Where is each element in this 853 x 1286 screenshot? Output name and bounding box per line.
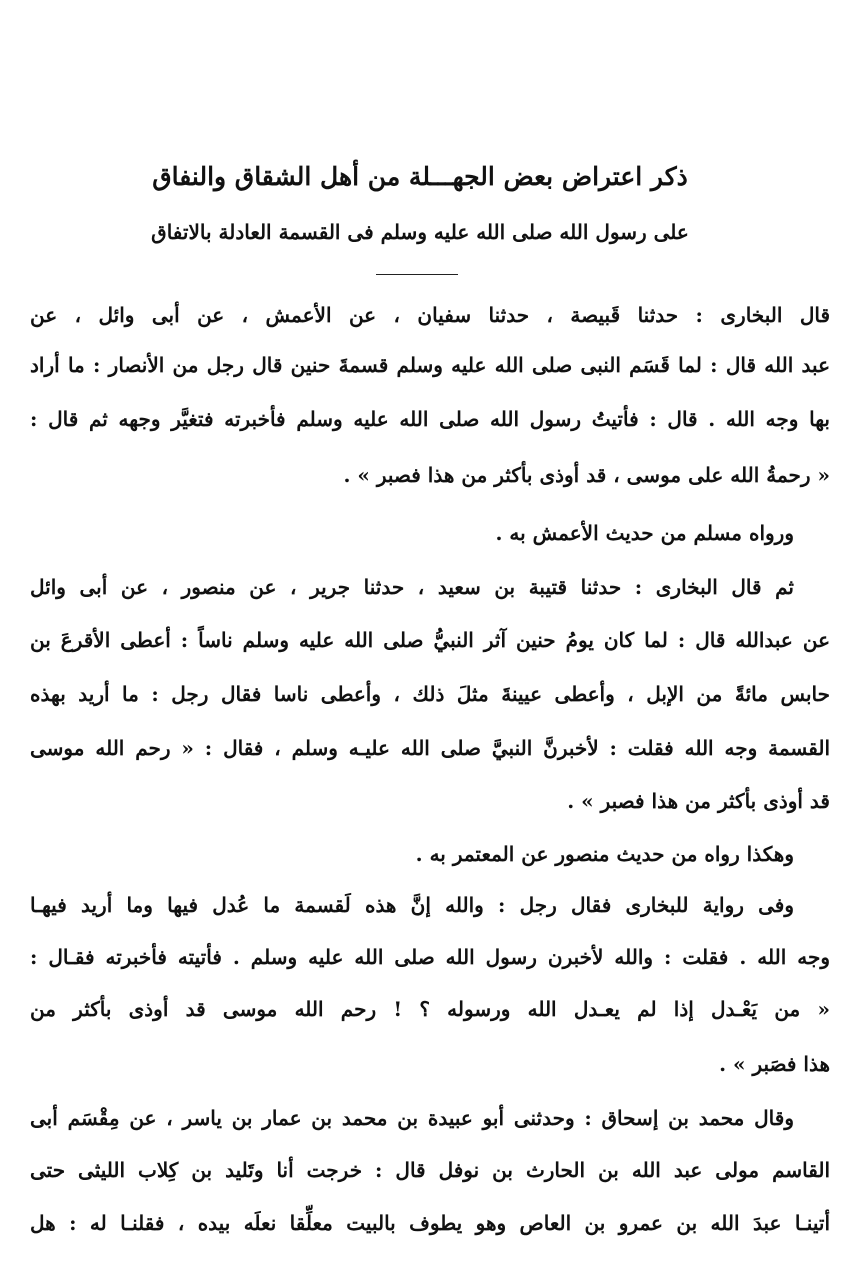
text-line-16: وقال محمد بن إسحاق : وحدثنى أبو عبيدة بن محمد بن عمار بن ياسر ، عن مِقْسَم أبى (30, 1106, 794, 1130)
text-line-10: قد أوذى بأكثر من هذا فصبر » . (567, 789, 830, 813)
chapter-subtitle: على رسول الله صلى الله عليه وسلم فى القسمة العادلة بالاتفاق (151, 220, 689, 244)
text-line-8: حابس مائةً من الإبل ، وأعطى عيينةَ مثلَ ذلك ، وأعطى ناسا فقال رجل : ما أريد بهذه (30, 682, 830, 706)
text-line-9: القسمة وجه الله فقلت : لأخبرنَّ النبيَّ صلى الله عليـه وسلم ، فقال : « رحم الله موسى (30, 736, 830, 760)
chapter-title: ذكر اعتراض بعض الجهـــلة من أهل الشقاق والنفاق (152, 162, 688, 191)
text-line-11: وهكذا رواه من حديث منصور عن المعتمر به . (415, 842, 794, 866)
text-line-1: قال البخارى : حدثنا قَبيصة ، حدثنا سفيان ، عن الأعمش ، عن أبى وائل ، عن (30, 303, 830, 327)
text-line-18: أتينـا عبدَ الله بن عمرو بن العاص وهو يطوف بالبيت معلِّقا نعلَه بيده ، فقلنـا له : هل (30, 1211, 830, 1235)
text-line-14: « من يَعْـدل إذا لم يعـدل الله ورسوله ؟ ! رحم الله موسى قد أوذى بأكثر من (30, 997, 830, 1021)
text-line-15: هذا فصَبر » . (719, 1052, 830, 1076)
text-line-13: وجه الله . فقلت : والله لأخبرن رسول الله صلى الله عليه وسلم . فأتيته فأخبرته فقـال : (30, 945, 830, 969)
text-line-12: وفى رواية للبخارى فقال رجل : والله إنَّ هذه لَقسمة ما عُدل فيها وما أريد فيهـا (30, 893, 794, 917)
text-line-17: القاسم مولى عبد الله بن الحارث بن نوفل قال : خرجت أنا وتَليد بن كِلاب الليثى حتى (30, 1158, 830, 1182)
title-divider (376, 274, 458, 275)
text-line-6: ثم قال البخارى : حدثنا قتيبة بن سعيد ، حدثنا جرير ، عن منصور ، عن أبى وائل (30, 575, 794, 599)
text-line-7: عن عبدالله قال : لما كان يومُ حنين آثر النبيُّ صلى الله عليه وسلم ناساً : أعطى الأقرعَ بن (30, 628, 830, 652)
text-line-5: ورواه مسلم من حديث الأعمش به . (495, 521, 794, 545)
text-line-2: عبد الله قال : لما قَسَم النبى صلى الله عليه وسلم قسمةَ حنين قال رجل من الأنصار : ما أراد (30, 353, 830, 377)
text-line-3: بها وجه الله . قال : فأتيتُ رسول الله صلى الله عليه وسلم فأخبرته فتغيَّر وجهه ثم قال : (30, 407, 830, 431)
text-line-4: « رحمةُ الله على موسى ، قد أوذى بأكثر من هذا فصبر » . (343, 463, 830, 487)
